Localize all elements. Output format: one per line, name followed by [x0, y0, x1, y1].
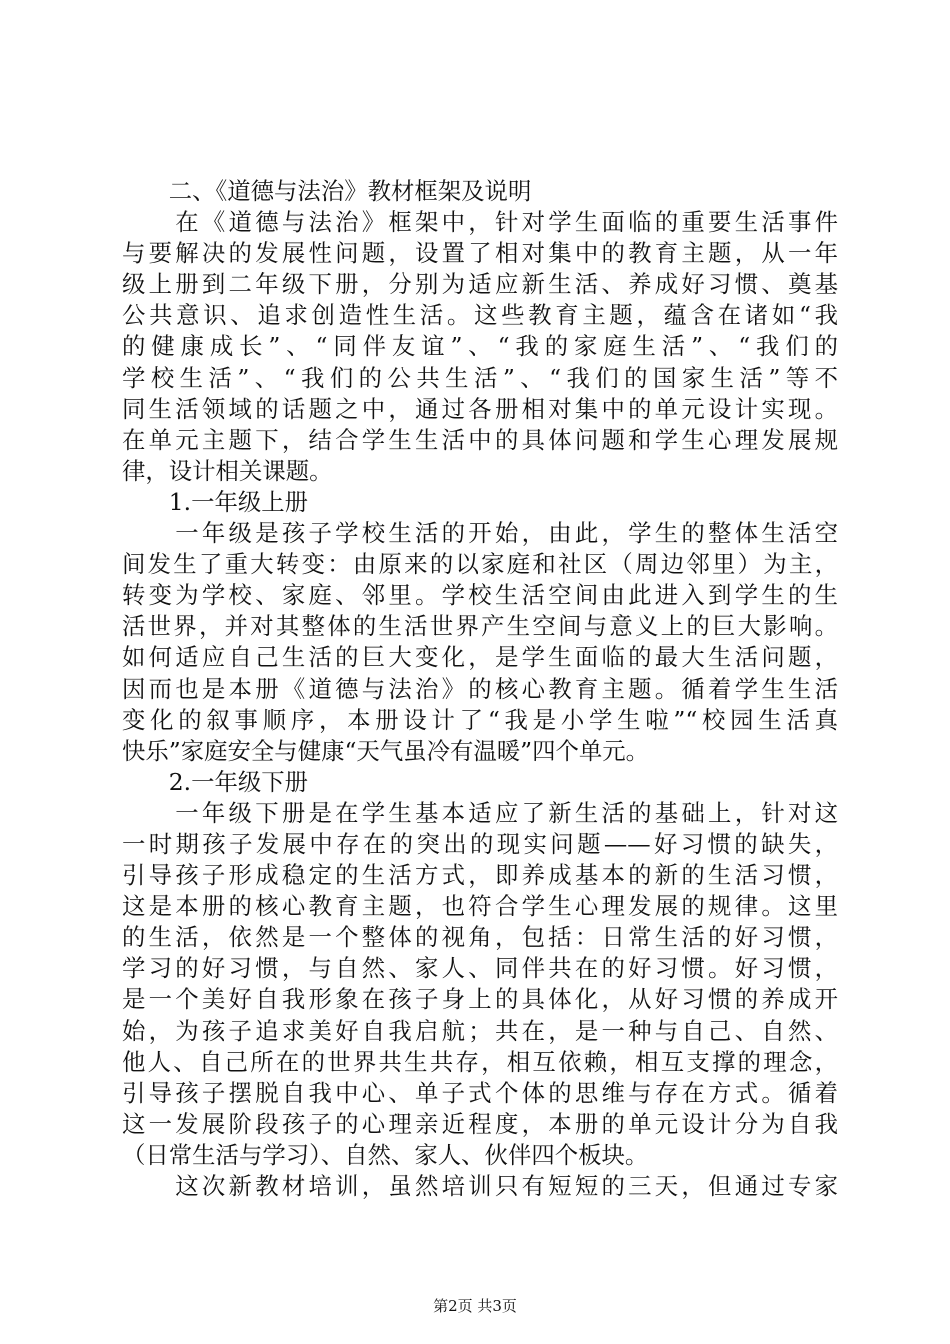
paragraph-line: 如何适应自己生活的巨大变化，是学生面临的最大生活问题，: [122, 643, 838, 672]
paragraph-line: 公共意识、追求创造性生活。这些教育主题，蕴含在诸如“我: [122, 301, 838, 330]
page-footer: 第2页 共3页: [433, 1297, 517, 1315]
paragraph-line: 的生活，依然是一个整体的视角，包括：日常生活的好习惯，: [122, 923, 838, 952]
paragraph-line: 是一个美好自我形象在孩子身上的具体化，从好习惯的养成开: [122, 985, 838, 1014]
paragraph-line: 一时期孩子发展中存在的突出的现实问题——好习惯的缺失，: [122, 829, 838, 858]
paragraph-line: 学校生活”、“我们的公共生活”、“我们的国家生活”等不: [122, 363, 838, 392]
paragraph-line: 这一发展阶段孩子的心理亲近程度，本册的单元设计分为自我: [122, 1109, 838, 1138]
paragraph-line: 一年级是孩子学校生活的开始，由此，学生的整体生活空: [122, 519, 838, 548]
paragraph-line: 在单元主题下，结合学生生活中的具体问题和学生心理发展规: [122, 425, 838, 454]
paragraph-line: （日常生活与学习）、自然、家人、伙伴四个板块。: [122, 1140, 649, 1169]
paragraph-line: 变化的叙事顺序，本册设计了“我是小学生啦”“校园生活真: [122, 705, 838, 734]
paragraph-line: 一年级下册是在学生基本适应了新生活的基础上，针对这: [122, 798, 838, 827]
paragraph-line: 级上册到二年级下册，分别为适应新生活、养成好习惯、奠基: [122, 270, 838, 299]
paragraph-line: 转变为学校、家庭、邻里。学校生活空间由此进入到学生的生: [122, 581, 838, 610]
paragraph-line: 他人、自己所在的世界共生共存，相互依赖，相互支撑的理念，: [122, 1047, 838, 1076]
paragraph-line: 间发生了重大转变：由原来的以家庭和社区（周边邻里）为主，: [122, 550, 838, 579]
paragraph-line: 因而也是本册《道德与法治》的核心教育主题。循着学生生活: [122, 674, 838, 703]
paragraph-line: 同生活领域的话题之中，通过各册相对集中的单元设计实现。: [122, 394, 838, 423]
paragraph-line: 与要解决的发展性问题，设置了相对集中的教育主题，从一年: [122, 239, 838, 268]
paragraph-line: 律，设计相关课题。: [122, 456, 333, 485]
subsection-heading: 2.一年级下册: [122, 767, 309, 796]
paragraph-line: 这次新教材培训，虽然培训只有短短的三天，但通过专家: [122, 1172, 838, 1200]
paragraph-line: 的健康成长”、“同伴友谊”、“我的家庭生活”、“我们的: [122, 332, 838, 361]
paragraph-line: 引导孩子摆脱自我中心、单子式个体的思维与存在方式。循着: [122, 1078, 838, 1107]
paragraph-line: 学习的好习惯，与自然、家人、同伴共在的好习惯。好习惯，: [122, 954, 838, 983]
section-heading: 二、《道德与法治》教材框架及说明: [122, 177, 532, 205]
paragraph-line: 这是本册的核心教育主题，也符合学生心理发展的规律。这里: [122, 892, 838, 921]
document-body: [122, 176, 838, 1202]
paragraph-line: 在《道德与法治》框架中，针对学生面临的重要生活事件: [122, 208, 838, 237]
paragraph-line: 活世界，并对其整体的生活世界产生空间与意义上的巨大影响。: [122, 612, 838, 641]
subsection-heading: 1.一年级上册: [122, 487, 309, 516]
paragraph-line: 始，为孩子追求美好自我启航；共在，是一种与自己、自然、: [122, 1016, 838, 1045]
paragraph-line: 引导孩子形成稳定的生活方式，即养成基本的新的生活习惯，: [122, 861, 838, 890]
paragraph-line: 快乐”家庭安全与健康“天气虽冷有温暖”四个单元。: [122, 736, 650, 765]
